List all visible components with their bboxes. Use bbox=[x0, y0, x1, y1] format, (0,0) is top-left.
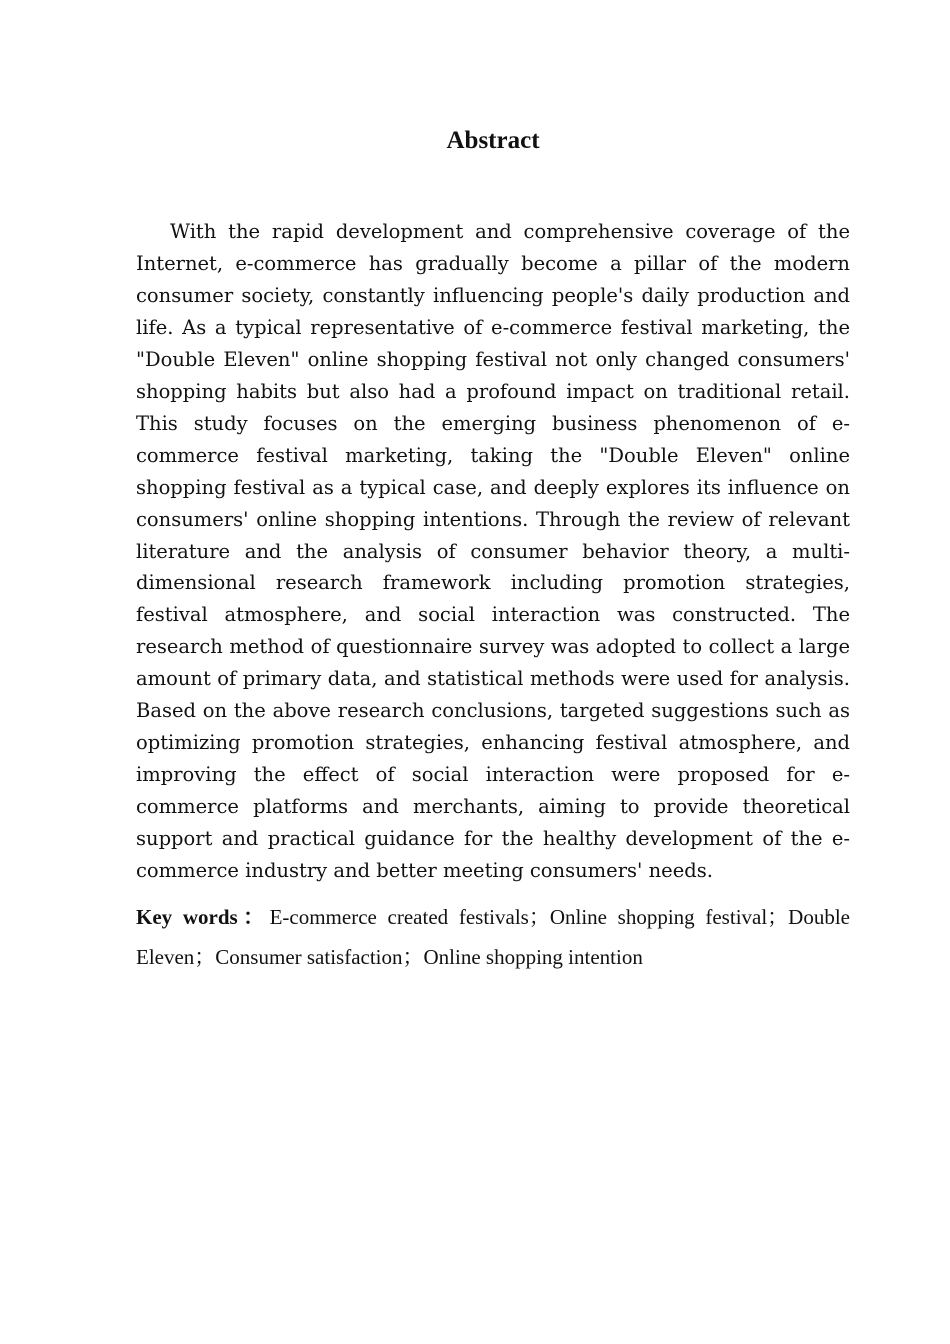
abstract-body: With the rapid development and comprehensive coverage of the Internet, e-commerce has gradually become a pillar of the modern consumer society, constantly influencing people's daily production and life. As a typical representative of e-commerce festival marketing, the "Double Eleven" online shopping festival not only changed consumers' shopping habits but also had a profound impact on traditional retail. This study focuses on the emerging business phenomenon of e-commerce festival marketing, taking the "Double Eleven" online shopping festival as a typical case, and deeply explores its influence on consumers' online shopping intentions. Through the review of relevant literature and the analysis of consumer behavior theory, a multi-dimensional research framework including promotion strategies, festival atmosphere, and social interaction was constructed. The research method of questionnaire survey was adopted to collect a large amount of primary data, and statistical methods were used for analysis. Based on the above research conclusions, targeted suggestions such as optimizing promotion strategies, enhancing festival atmosphere, and improving the effect of social interaction were proposed for e-commerce platforms and merchants, aiming to provide theoretical support and practical guidance for the healthy development of the e-commerce industry and better meeting consumers' needs. bbox=[136, 220, 850, 883]
keywords-text: E-commerce created festivals；Online shopping festival；Double Eleven；Consumer satisfaction；Online shopping intention bbox=[136, 905, 850, 969]
keywords-paragraph bbox=[136, 897, 850, 977]
abstract-title: Abstract bbox=[446, 127, 540, 154]
keywords-label: Key words： bbox=[136, 905, 270, 929]
